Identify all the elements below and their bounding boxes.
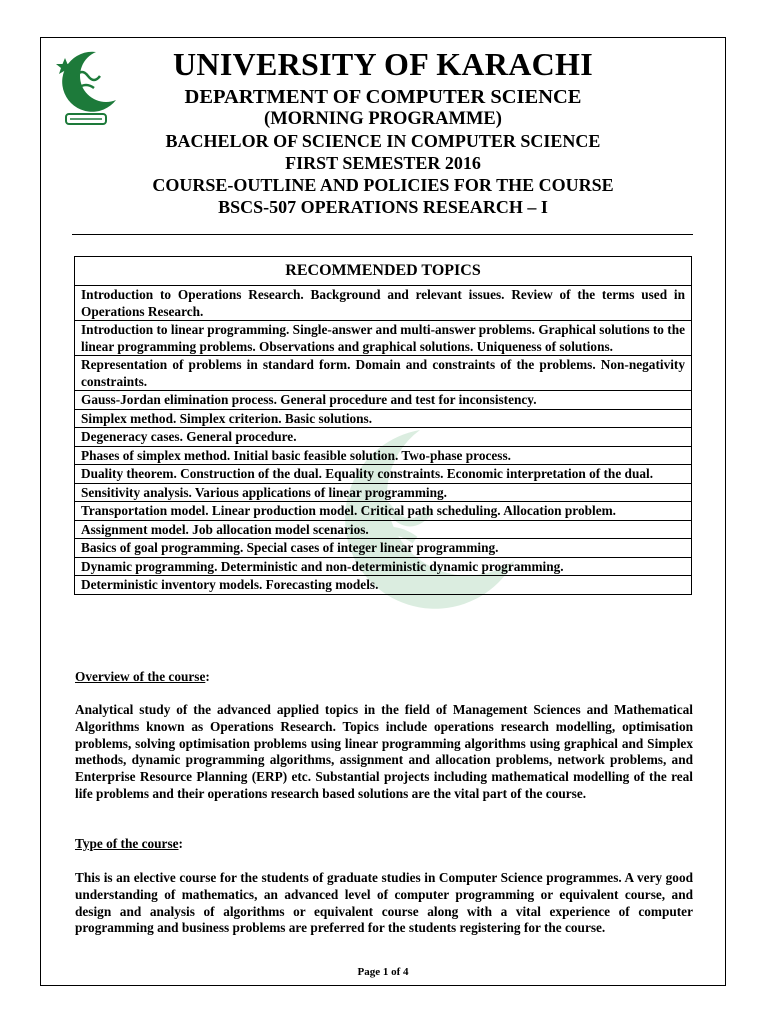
document-header xyxy=(40,44,726,218)
topic-cell: Duality theorem. Construction of the dual. Equality constraints. Economic interpretation of the dual. xyxy=(75,465,692,484)
course-type-heading-text: Type of the course xyxy=(75,836,179,851)
table-row xyxy=(75,502,692,521)
university-title: UNIVERSITY OF KARACHI xyxy=(173,46,593,82)
topic-cell: Representation of problems in standard form. Domain and constraints of the problems. Non-negativity constraints. xyxy=(75,356,692,391)
table-row xyxy=(75,557,692,576)
overview-heading-text: Overview of the course xyxy=(75,669,206,684)
course-title: BSCS-507 OPERATIONS RESEARCH – I xyxy=(218,197,548,217)
degree-title: BACHELOR OF SCIENCE IN COMPUTER SCIENCE xyxy=(165,131,601,151)
topic-cell: Sensitivity analysis. Various applications of linear programming. xyxy=(75,483,692,502)
table-row xyxy=(75,409,692,428)
table-row xyxy=(75,321,692,356)
topic-cell: Introduction to linear programming. Single-answer and multi-answer problems. Graphical solutions to the linear programming problems. Observations and graphical solutions. Uniqueness of solutions. xyxy=(75,321,692,356)
table-row xyxy=(75,483,692,502)
topic-cell: Dynamic programming. Deterministic and non-deterministic dynamic programming. xyxy=(75,557,692,576)
department-title: DEPARTMENT OF COMPUTER SCIENCE xyxy=(184,86,582,108)
overview-heading-colon: : xyxy=(205,669,210,684)
topic-cell: Assignment model. Job allocation model scenarios. xyxy=(75,520,692,539)
table-row xyxy=(75,356,692,391)
topics-table-heading: RECOMMENDED TOPICS xyxy=(75,257,692,286)
recommended-topics-table xyxy=(74,256,692,595)
header-divider xyxy=(72,234,693,235)
overview-heading xyxy=(75,669,693,686)
topic-cell: Gauss-Jordan elimination process. General procedure and test for inconsistency. xyxy=(75,391,692,410)
topic-cell: Introduction to Operations Research. Background and relevant issues. Review of the terms used in Operations Research. xyxy=(75,286,692,321)
programme-title: (MORNING PROGRAMME) xyxy=(264,109,502,129)
course-type-paragraph: This is an elective course for the students of graduate studies in Computer Science programmes. A very good understanding of mathematics, an advanced level of computer programming or equivalent course, and design and analysis of algorithms or equivalent course along with a vital experience of computer programming and business problems are preferred for the students registering for the course. xyxy=(75,870,693,936)
topic-cell: Degeneracy cases. General procedure. xyxy=(75,428,692,447)
topic-cell: Simplex method. Simplex criterion. Basic solutions. xyxy=(75,409,692,428)
overview-paragraph: Analytical study of the advanced applied topics in the field of Management Sciences and Mathematical Algorithms known as Operations Research. Topics include operations research modelling, optimisation problems, solving optimisation problems using linear programming algorithms using graphical and Simplex methods, dynamic programming algorithms, assignment and allocation problems, network problems, and Enterprise Resource Planning (ERP) etc. Substantial projects including mathematical modelling of the real life problems and their operations research based solutions are the vital part of the course. xyxy=(75,702,693,801)
table-row xyxy=(75,465,692,484)
semester-title: FIRST SEMESTER 2016 xyxy=(285,153,481,173)
topic-cell: Phases of simplex method. Initial basic feasible solution. Two-phase process. xyxy=(75,446,692,465)
course-type-heading xyxy=(75,836,693,853)
table-row xyxy=(75,286,692,321)
course-type-heading-colon: : xyxy=(178,836,183,851)
table-row xyxy=(75,520,692,539)
topic-cell: Basics of goal programming. Special cases of integer linear programming. xyxy=(75,539,692,558)
table-row xyxy=(75,539,692,558)
page-number: Page 1 of 4 xyxy=(357,966,409,978)
topic-cell: Transportation model. Linear production model. Critical path scheduling. Allocation problem. xyxy=(75,502,692,521)
outline-title: COURSE-OUTLINE AND POLICIES FOR THE COURSE xyxy=(152,175,614,195)
table-row xyxy=(75,446,692,465)
table-row xyxy=(75,576,692,595)
table-row xyxy=(75,391,692,410)
topic-cell: Deterministic inventory models. Forecasting models. xyxy=(75,576,692,595)
table-row xyxy=(75,428,692,447)
